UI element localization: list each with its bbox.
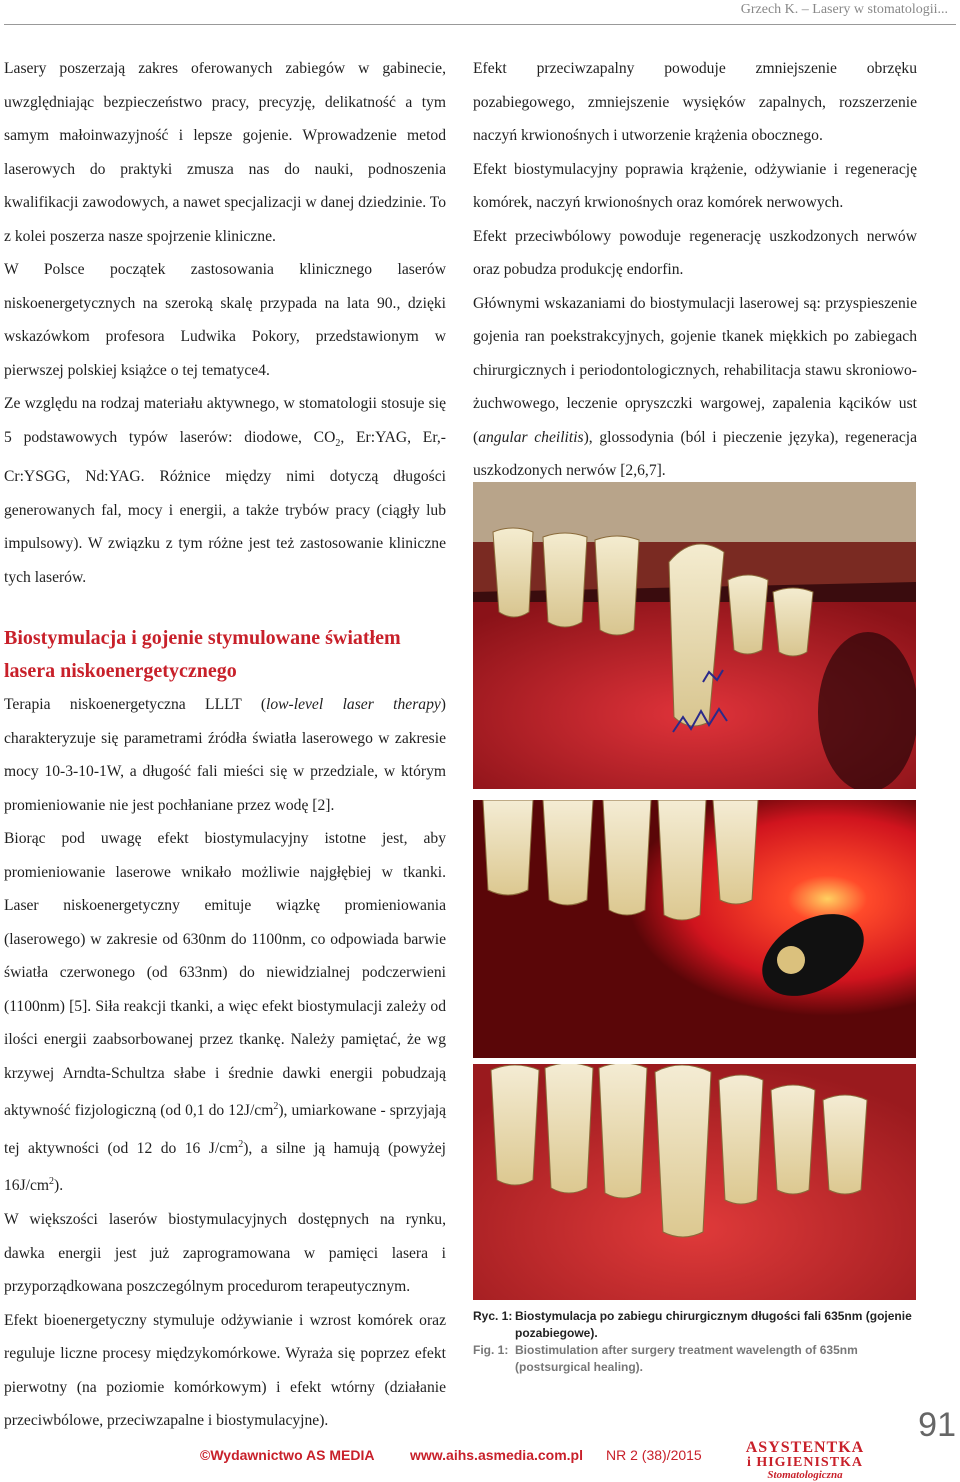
page-number: 91 bbox=[918, 1406, 956, 1444]
text-span: Biorąc pod uwagę efekt biostymulacyjny istotne jest, aby promieniowanie laserowe wnikało możliwie najgłębiej w tkanki. Laser niskoenergetyczny emituje wiązkę promieniowania (laserowego) w zakresie od 630nm do 1100nm, co odpowiada barwie światła czerwonego (od 633nm) do niewidzialnej podczerwieni (1100nm) [5]. Siła reakcji tkanki, a więc efekt biostymulacji zależy od ilości energii zaabsorbowanej przez tkankę. Należy pamiętać, że wg krzywej Arndta-Schultza słabe i średnie dawki energii pobudzają aktywność fizjologiczną (od 0,1 do 12J/cm bbox=[4, 830, 446, 1120]
caption-text: Biostimulation after surgery treatment wavelength of 635nm (postsurgical healing). bbox=[515, 1343, 858, 1374]
left-column-section bbox=[4, 688, 446, 1438]
issue-number: NR 2 (38)/2015 bbox=[606, 1447, 702, 1463]
caption-text: Biostymulacja po zabiegu chirurgicznym długości fali 635nm (gojenie pozabiegowe). bbox=[515, 1309, 912, 1340]
text-span: , Er:YAG, Er,-Cr:YSGG, Nd:YAG. Różnice między nimi dotyczą długości generowanych fal, mocy i energii, a także trybów pracy (ciągły lub impulsowy). W związku z tym różne jest też zastosowanie kliniczne tych laserów. bbox=[4, 428, 446, 586]
subscript: 2 bbox=[335, 437, 341, 449]
text-span: Terapia niskoenergetyczna LLLT ( bbox=[4, 696, 267, 713]
caption-english bbox=[473, 1342, 917, 1376]
header-divider bbox=[4, 24, 956, 25]
emphasis: low-level laser therapy bbox=[266, 696, 441, 713]
text-span: ). bbox=[54, 1177, 64, 1195]
caption-label: Ryc. 1: bbox=[473, 1309, 513, 1323]
website-link[interactable]: www.aihs.asmedia.com.pl bbox=[410, 1447, 583, 1463]
section-heading: Biostymulacja i gojenie stymulowane światłem lasera niskoenergetycznego bbox=[4, 627, 401, 682]
right-paragraph-2: Efekt biostymulacyjny poprawia krążenie, odżywianie i regenerację komórek, naczyń krwionośnych oraz komórek nerwowych. bbox=[473, 160, 917, 211]
section-paragraph-1 bbox=[4, 688, 446, 822]
text-span: Ze względu na rodzaj materiału aktywnego, w stomatologii stosuje się 5 podstawowych typów laserów: diodowe, CO bbox=[4, 395, 446, 446]
publisher-name: ©Wydawnictwo AS MEDIA bbox=[200, 1447, 375, 1463]
caption-polish bbox=[473, 1308, 917, 1342]
section-paragraph-3: W większości laserów biostymulacyjnych dostępnych na rynku, dawka energii jest już zaprogramowana w pamięci lasera i przyporządkowana poszczególnym procedurom terapeutycznym. bbox=[4, 1211, 446, 1296]
emphasis: angular cheilitis bbox=[478, 428, 584, 446]
text-span: ), glossodynia (ból i pieczenie języka), regeneracja uszkodzonych nerwów [2,6,7]. bbox=[473, 428, 917, 479]
running-header bbox=[0, 0, 960, 24]
page-footer bbox=[0, 1440, 960, 1480]
superscript: 2 bbox=[49, 1176, 55, 1188]
logo-text: ASYSTENTKA bbox=[745, 1439, 865, 1456]
right-paragraph-1: Efekt przeciwzapalny powoduje zmniejszenie obrzęku pozabiegowego, zmniejszenie wysięków zapalnych, rozszerzenie naczyń krwionośnych i utworzenie krążenia obocznego. bbox=[473, 60, 917, 144]
text-span: ), umiarkowane - sprzyjają tej aktywności (od 12 do 16 J/cm bbox=[4, 1102, 446, 1157]
right-paragraph-3: Efekt przeciwbólowy powoduje regenerację uszkodzonych nerwów oraz pobudza produkcję endorfin. bbox=[473, 227, 917, 278]
text-span: ), a silne ją hamują (powyżej 16J/cm bbox=[4, 1139, 446, 1195]
caption-label: Fig. 1: bbox=[473, 1343, 509, 1357]
right-column bbox=[473, 52, 917, 488]
superscript: 2 bbox=[273, 1101, 279, 1112]
left-column-intro bbox=[4, 52, 446, 594]
section-paragraph-4: Efekt bioenergetyczny stymuluje odżywianie i wzrost komórek oraz reguluje liczne procesy międzykomórkowe. Wyraża się poprzez efekt pierwotny (na poziomie komórkowym) i efekt wtórny (działanie przeciwbólowe, przeciwzapalne i biostymulacyjne). bbox=[4, 1311, 446, 1430]
intro-paragraph-1: Lasery poszerzają zakres oferowanych zabiegów w gabinecie, uwzględniając bezpieczeństwo pracy, precyzję, delikatność a tym samym małoinwazyjność i lepsze gojenie. Wprowadzenie metod laserowych do praktyki zmusza nas do nauki, podnoszenia kwalifikacji zawodowych, a nawet specjalizacji w danej dziedzinie. To z kolei poszerza nasze spojrzenie kliniczne. bbox=[4, 60, 446, 245]
superscript: 2 bbox=[238, 1138, 244, 1150]
intro-paragraph-2: W Polsce początek zastosowania klinicznego laserów niskoenergetycznych na szeroką skalę przypada na lata 90., dzięki wskazówkom profesora Ludwika Pokory, przedstawionym w pierwszej polskiej książce o tej tematyce4. bbox=[4, 261, 446, 379]
text-span: Głównymi wskazaniami do biostymulacji laserowej są: przyspieszenie gojenia ran poekstrakcyjnych, gojenie tkanek miękkich po zabiegach chirurgicznych i periodontologicznych, rehabilitacja stawu skroniowo-żuchwowego, leczenie opryszczki wargowej, zapalenia kącików ust ( bbox=[473, 294, 917, 446]
text-span: ) charakteryzuje się parametrami źródła światła laserowego w zakresie mocy 10-3-10-1W, a długość fali mieści się w przedziale, w którym promieniowanie nie jest pochłaniane przez wodę [2]. bbox=[4, 696, 446, 814]
section-paragraph-2 bbox=[4, 822, 446, 1203]
right-paragraph-4 bbox=[473, 287, 917, 488]
clinical-photo-sutures bbox=[473, 482, 916, 789]
journal-logo bbox=[736, 1439, 874, 1481]
figure-caption bbox=[473, 1308, 917, 1376]
clinical-photo-laser bbox=[473, 800, 916, 1300]
intro-paragraph-3 bbox=[4, 387, 446, 594]
running-title: Grzech K. – Lasery w stomatologii... bbox=[740, 2, 948, 17]
logo-text: Stomatologiczna bbox=[767, 1469, 843, 1481]
logo-text: i HIGIENISTKA bbox=[746, 1455, 864, 1470]
